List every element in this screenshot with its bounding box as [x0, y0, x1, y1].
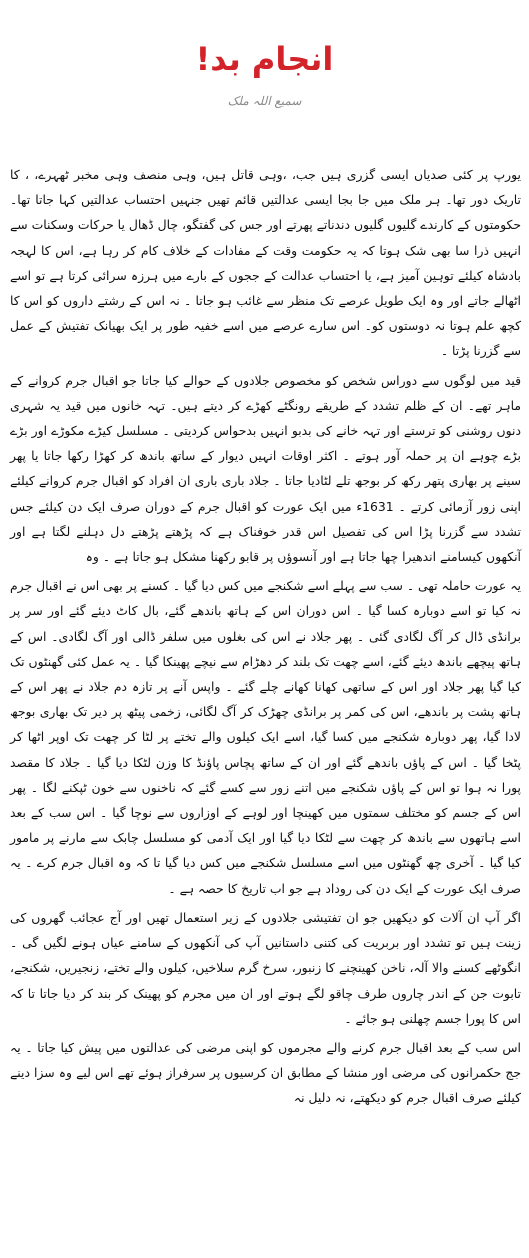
paragraph-4: اگر آپ ان آلات کو دیکھیں جو ان تفتیشی جلادوں کے زیر استعمال تھیں اور آج عجائب گھروں کی زینت ہیں تو تشدد اور بربریت کی کتنی داستانیں آپ کی آنکھوں کے سامنے عیاں ہونے لگیں گی ۔ انگوٹھے کسنے والا آلہ، ناخن کھینچنے کا زنبور، سرخ گرم سلاخیں، کیلوں والے تختے، زنجیریں، شکنجے، تابوت جن کے اندر چاروں طرف چاقو لگے ہوتے اور ان میں مجرم کو پھینک کر بند کر دیا جاتا تا کہ اس کا پورا جسم چھلنی ہو جائے ۔ [10, 909, 521, 1026]
paragraph-5: اس سب کے بعد اقبال جرم کرنے والے مجرموں کو اپنی مرضی کی عدالتوں میں پیش کیا جاتا ۔ یہ جج حکمرانوں کی مرضی اور منشا کے مطابق ان کرسیوں پر سرفراز ہوئے تھے اس لیے وہ سزا دینے کیلئے صرف اقبال جرم کو دیکھتے، نہ دلیل نہ [10, 1039, 521, 1106]
article-title: انجام بد! [195, 40, 334, 78]
paragraph-3: یہ عورت حاملہ تھی ۔ سب سے پہلے اسے شکنجے میں کس دیا گیا ۔ کسنے پر بھی اس نے اقبال جرم نہ کیا تو اسے دوبارہ کسا گیا ۔ اس دوران اس کے ہاتھ باندھے گئے، بال کاٹ دیئے گئے اور سر پر برانڈی ڈال کر آگ لگادی گئی ۔ پھر جلاد نے اس کی بغلوں میں سلفر ڈالی اور آگ لگادی۔ اس کے ہاتھ پیچھے باندھ دیئے گئے، اسے چھت تک بلند کر دھڑام سے نیچے پھینکا گیا ۔ یہ عمل کئی گھنٹوں تک کیا گیا پھر جلاد اور اس کے ساتھی کھانا کھانے چلے گئے ۔ واپس آنے پر تازہ دم جلاد نے پھر اس کے ہاتھ پشت پر باندھے، اس کی کمر پر برانڈی چھڑک کر آگ لگائی، زخمی پیٹھ پر دیر تک بھاری بوجھ لادا گیا، پھر دوبارہ شکنجے میں کسا گیا، اسے ایک کیلوں والے تختے پر لٹا کر چھت تک اوپر اٹھا کر پٹخا گیا ۔ اس کے پاؤں باندھے گئے اور ان کے ساتھ پچاس پاؤنڈ کا وزن لٹکا دیا گیا ۔ جلاد کا مقصد پورا نہ ہوا تو اس کے پاؤں شکنجے میں اتنے زور سے کسے گئے کہ ناخنوں سے خون ٹپکنے لگا ۔ پھر اس کے جسم کو مختلف سمتوں میں کھینچا اور لوہے کے اوزاروں سے نوچا گیا ۔ اس سب کے بعد اسے ہاتھوں سے باندھ کر چھت سے لٹکا دیا گیا اور ایک آدمی کو مسلسل چابک سے مارنے پر مامور کیا گیا ۔ آخری چھ گھنٹوں میں اسے مسلسل شکنجے میں کس دیا گیا تا کہ وہ اقبال جرم کرے ۔ یہ صرف ایک عورت کے ایک دن کی روداد ہے جو اب تاریخ کا حصہ ہے ۔ [10, 578, 521, 896]
article-body [10, 162, 521, 1115]
paragraph-2: قید میں لوگوں سے دوراس شخص کو مخصوص جلادوں کے حوالے کیا جاتا جو اقبال جرم کروانے کے ماہر تھے۔ ان کے ظلم تشدد کے طریقے رونگٹے کھڑے کر دیتے ہیں۔ تہہ خانوں میں قید یہ شہری دنوں روشنی کو ترستے اور تہہ خانے کی بدبو انہیں بدحواس کردیتی ۔ مسلسل کیڑے مکوڑے اور بڑے بڑے چوہے ان پر حملہ آور ہوتے ۔ اکثر اوقات انہیں دیوار کے ساتھ باندھ کر کھڑا رکھا جاتا یا پھر سینے پر بھاری پتھر رکھ کر بوجھ تلے لٹادیا جاتا ۔ جلاد باری باری ان افراد کو اقبال جرم کروانے کیلئے اپنی زور آزمائی کرتے ۔ 1631ء میں ایک عورت کو اقبال جرم کے دوران صرف ایک دن کیلئے جس تشدد سے گزرنا پڑا اس کی تفصیل اس قدر خوفناک ہے کہ پڑھتے پڑھتے دل دہلنے لگتا ہے اور آنکھوں کیسامنے اندھیرا چھا جاتا ہے اور آنسوؤں پر قابو رکھنا مشکل ہو جاتا ہے ۔ وہ [10, 372, 521, 565]
paragraph-1: یورپ پر کئی صدیاں ایسی گزری ہیں جب، ،وہی قاتل ہیں، وہی منصف وہی مخبر ٹھہرے، ، کا تاریک دور تھا۔ ہر ملک میں جا بجا ایسی عدالتیں قائم تھیں جنہیں احتساب عدالتیں کہا جاتا تھا۔حکومتوں کے کارندے گلیوں گلیوں دندناتے پھرتے اور جس کی گفتگو، چال ڈھال یا حرکات وسکنات سے انہیں ذرا سا بھی شک ہوتا کہ یہ حکومت وقت کے مفادات کے خلاف کام کر رہا ہے، اس کا لہجہ بادشاہ کیلئے توہین آمیز ہے، یا احتساب عدالت کے ججوں کے بارے میں ہرزہ سرائی کرتا ہے تو اسے اٹھالے جاتے اور وہ ایک طویل عرصے تک منظر سے غائب ہو جاتا ۔ نہ اس کے رشتے داروں کو اس کا کچھ علم ہوتا نہ دوستوں کو۔ اس سارے عرصے میں اسے خفیہ طور پر ایک بھیانک تفتیش کے عمل سے گزرنا پڑتا ۔ [9, 167, 521, 359]
author-name: سمیع اللہ ملک [227, 94, 302, 108]
